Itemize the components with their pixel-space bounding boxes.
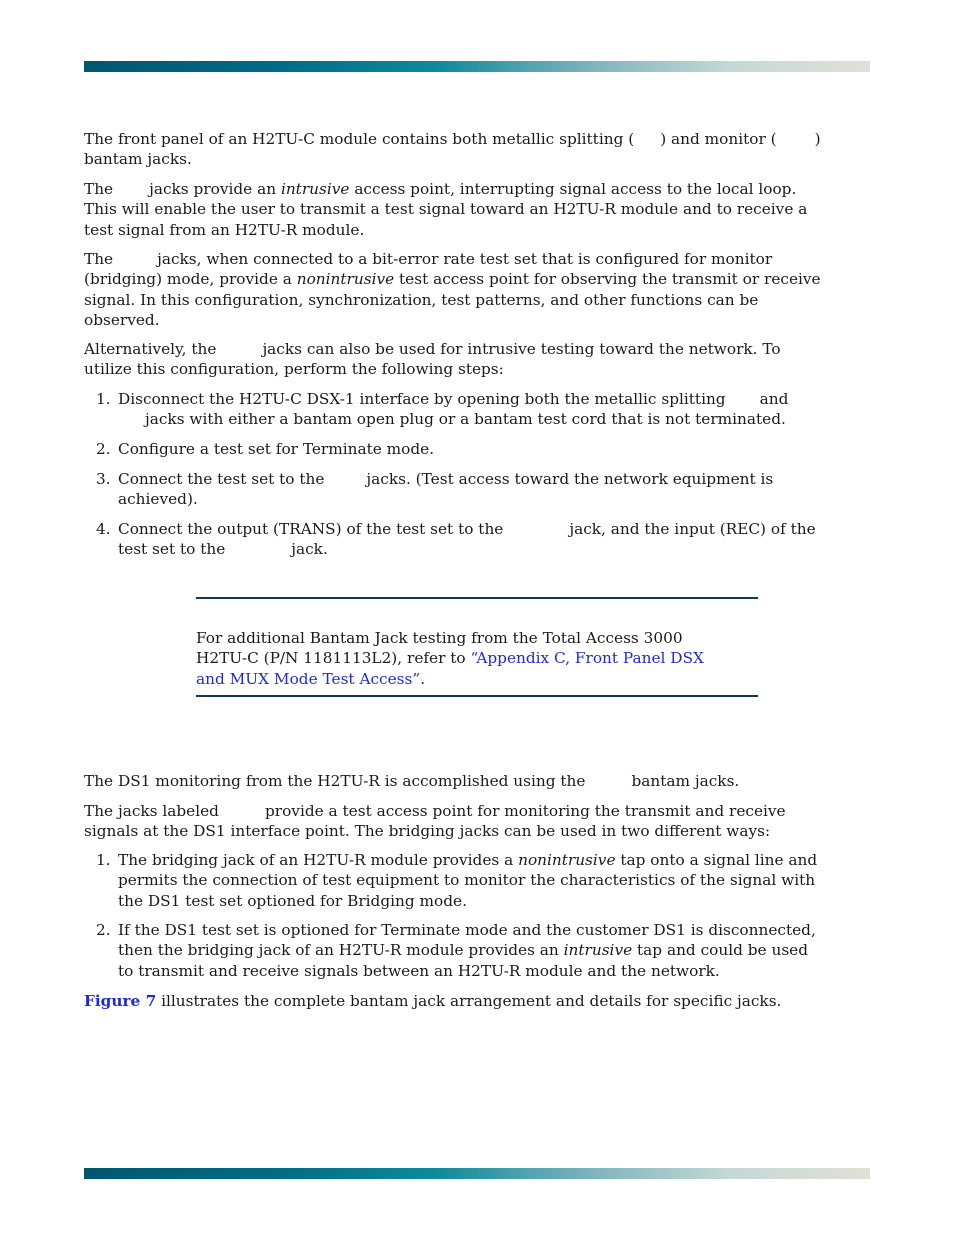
bridging-jacks-paragraph: The jacks labeled provide a test access point for monitoring the transmit and receive signals at the DS1 interface point. The bridging jacks can be used in two different ways: [84, 802, 786, 841]
appendix-c-link-continued[interactable]: and MUX Mode Test Access” [196, 669, 421, 688]
split-jacks-paragraph: The jacks provide an intrusive access point, interrupting signal access to the local loop. This will enable the user to transmit a test signal toward an H2TU-R module and to receive a test signal from an H2TU-R module. [84, 180, 808, 239]
monitor-jacks-paragraph: The jacks, when connected to a bit-error rate test set that is configured for monitor (bridging) mode, provide a nonintrusive test access point for observing the transmit or receive signal. In this configuration, synchronization, test patterns, and other functions can be observed. [84, 250, 821, 329]
note-top-rule [196, 597, 758, 599]
footer-gradient-bar [84, 1168, 870, 1179]
note-bottom-rule [196, 695, 758, 697]
ds1-monitoring-paragraph: The DS1 monitoring from the H2TU-R is accomplished using the bantam jacks. [84, 772, 740, 790]
intro-paragraph: The front panel of an H2TU-C module contains both metallic splitting ( ) and monitor ( ) bantam jacks. [84, 130, 821, 169]
figure-reference-paragraph: Figure 7 illustrates the complete bantam jack arrangement and details for specific jacks. [84, 992, 782, 1010]
header-gradient-bar [84, 61, 870, 72]
note-text: For additional Bantam Jack testing from the Total Access 3000 H2TU-C (P/N 1181113L2), refer to “Appendix C, Front Panel DSX and MUX Mode Test Access”. [196, 629, 704, 688]
figure-7-link[interactable]: Figure 7 [84, 992, 157, 1010]
alternative-paragraph: Alternatively, the jacks can also be used for intrusive testing toward the network. To utilize this configuration, perform the following steps: [84, 340, 781, 379]
appendix-c-link[interactable]: “Appendix C, Front Panel DSX [470, 649, 704, 668]
